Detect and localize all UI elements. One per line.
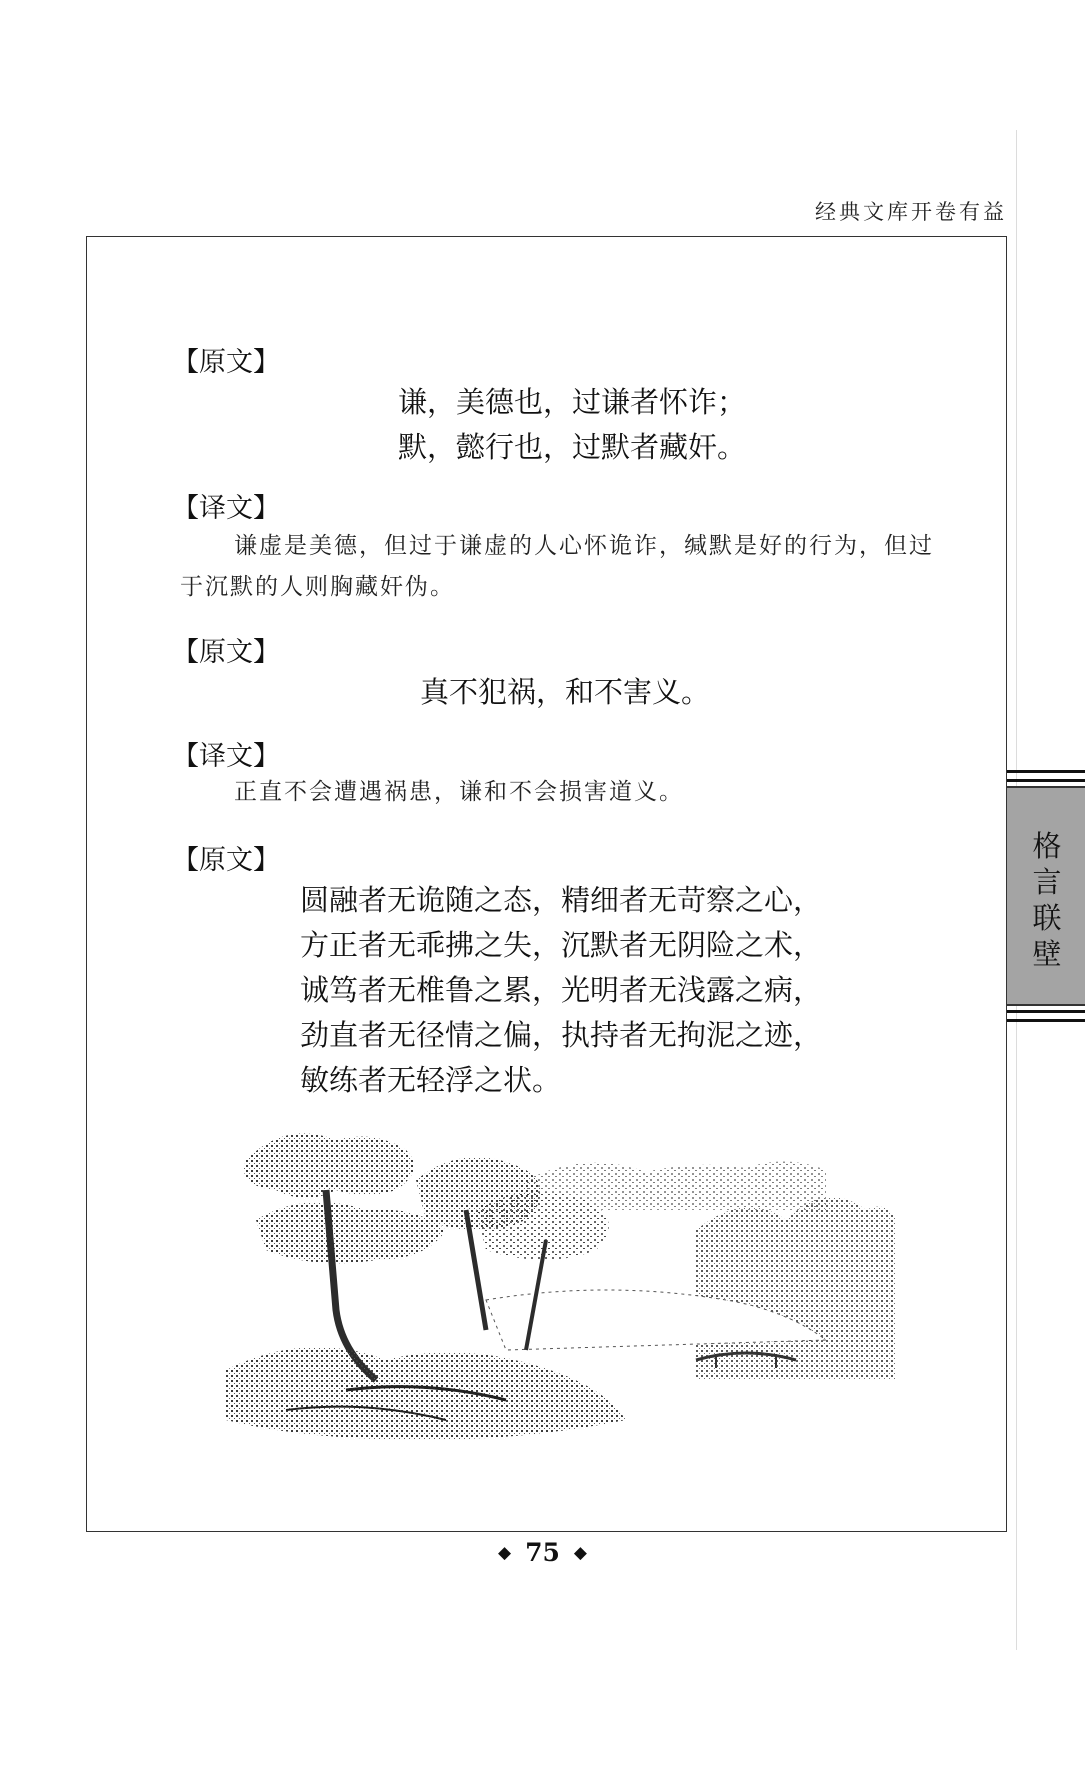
chapter-side-tab <box>1007 770 1085 1022</box>
series-title: 经典文库开卷有益 <box>815 200 1007 224</box>
section-label-original-1: 【原文】 <box>172 347 280 378</box>
section-label-original-3: 【原文】 <box>172 845 280 876</box>
landscape-illustration <box>226 1110 896 1450</box>
verse-line: 敏练者无轻浮之状。 <box>300 1063 562 1097</box>
tab-chapter-title <box>1027 828 1067 972</box>
page-number: 75 <box>525 1538 560 1567</box>
verse-line: 方正者无乖拂之失，沉默者无阴险之术， <box>300 928 823 962</box>
translation-text: 正直不会遭遇祸患，谦和不会损害道义。 <box>234 779 684 805</box>
tab-char: 言 <box>1032 865 1062 899</box>
tab-bottom-rule <box>1007 1010 1085 1022</box>
section-label-translation-1: 【译文】 <box>172 493 280 524</box>
tab-char: 壁 <box>1032 937 1062 971</box>
tab-char: 格 <box>1032 829 1062 863</box>
verse-line: 圆融者无诡随之态，精细者无苛察之心， <box>300 883 823 917</box>
section-label-original-2: 【原文】 <box>172 637 280 668</box>
verse-line: 真不犯祸，和不害义。 <box>420 675 711 709</box>
tab-body <box>1007 786 1085 1006</box>
tab-char: 联 <box>1032 901 1062 935</box>
diamond-ornament-left: ◆ <box>498 1543 512 1563</box>
translation-text: 谦虚是美德，但过于谦虚的人心怀诡诈，缄默是好的行为，但过于沉默的人则胸藏奸伪。 <box>180 533 934 600</box>
verse-line: 诚笃者无椎鲁之累，光明者无浅露之病， <box>300 973 823 1007</box>
verse-line: 谦，美德也，过谦者怀诈； <box>398 385 747 419</box>
diamond-ornament-right: ◆ <box>573 1543 587 1563</box>
section-label-translation-2: 【译文】 <box>172 741 280 772</box>
page-number-line <box>0 1538 1085 1567</box>
tab-top-rule <box>1007 770 1085 782</box>
verse-line: 劲直者无径情之偏，执持者无拘泥之迹， <box>300 1018 823 1052</box>
verse-line: 默，懿行也，过默者藏奸。 <box>398 430 747 464</box>
